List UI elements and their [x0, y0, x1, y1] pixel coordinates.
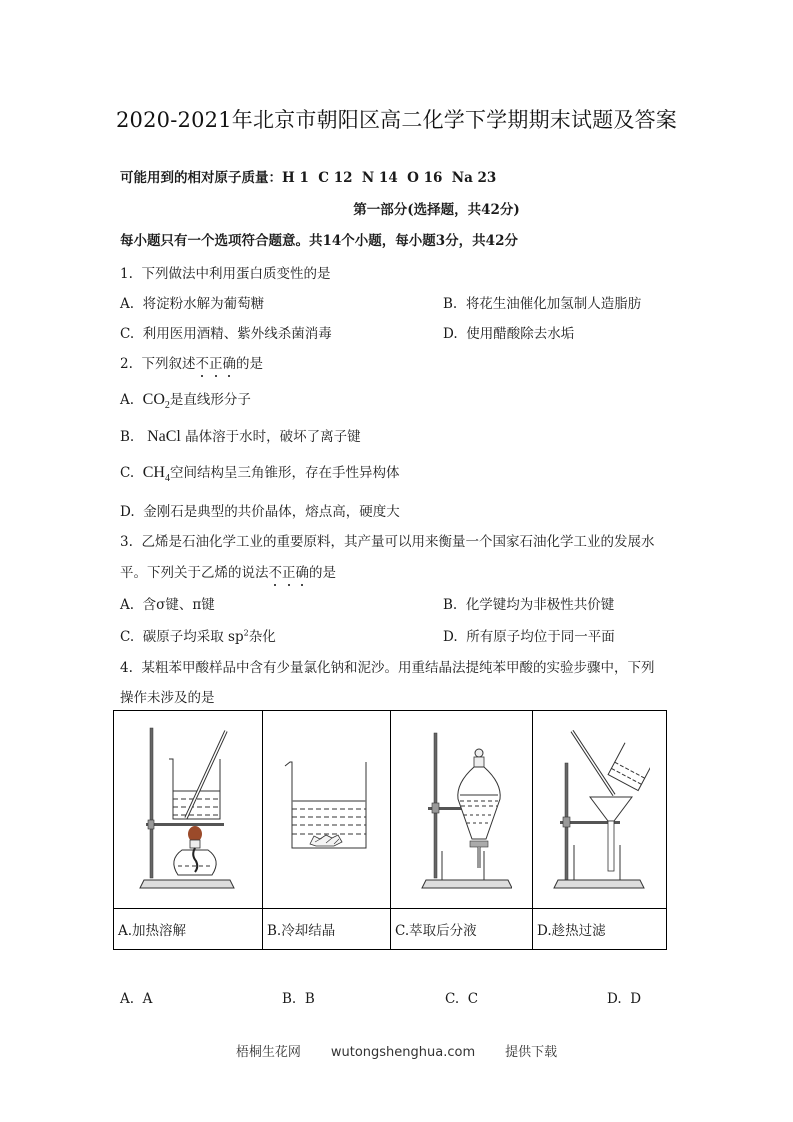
- figure-cell-d: [533, 711, 667, 909]
- question-2-option-d[interactable]: [120, 500, 400, 520]
- emphasis-char: 不: [195, 352, 209, 372]
- option-text: 利用医用酒精、紫外线杀菌消毒: [142, 326, 332, 342]
- document-title: 2020-2021年北京市朝阳区高二化学下学期期末试题及答案: [116, 108, 677, 132]
- emphasis-char: 确: [296, 561, 310, 581]
- question-text: 下列做法中利用蛋白质变性的是: [141, 266, 331, 282]
- question-2-stem: [120, 352, 263, 372]
- question-2-option-a[interactable]: [120, 388, 251, 411]
- question-4-stem-line-1: [120, 656, 654, 676]
- chemical-formula: NaCl: [147, 428, 181, 445]
- option-label: C.: [445, 991, 460, 1007]
- option-label: B.: [282, 991, 297, 1007]
- chemical-formula: $CO_2$: [142, 391, 170, 412]
- option-label: D.: [443, 326, 458, 342]
- heating-dissolution-apparatus-icon: [138, 723, 238, 893]
- atomic-masses-values: H 1 C 12 N 14 O 16 Na 23: [282, 170, 497, 186]
- emphasis-char: 正: [282, 561, 296, 581]
- footer-note: 提供下载: [505, 1045, 558, 1060]
- question-text: 下列叙述: [141, 356, 196, 372]
- option-label: B.: [120, 429, 135, 445]
- option-label: D.: [443, 629, 458, 645]
- question-4-option-d[interactable]: [607, 991, 641, 1007]
- option-text: 碳原子均采取 sp: [142, 629, 244, 645]
- option-label: B.: [443, 597, 458, 613]
- question-3-stem-line-2: [120, 561, 336, 581]
- option-label: C.: [120, 326, 135, 342]
- option-text: C: [467, 991, 479, 1007]
- question-1-option-b[interactable]: [443, 292, 641, 312]
- option-label: A.: [120, 392, 135, 408]
- option-text: 晶体溶于水时，破坏了离子键: [185, 429, 361, 445]
- cooling-crystallization-beaker-icon: [282, 758, 372, 858]
- question-3-stem-line-1: [120, 530, 654, 550]
- footer-site-name: 梧桐生花网: [235, 1045, 301, 1060]
- option-label: A.: [120, 296, 135, 312]
- figure-cell-a: [114, 711, 263, 909]
- option-label: B.: [443, 296, 458, 312]
- option-label: C.: [120, 629, 135, 645]
- separatory-funnel-apparatus-icon: [412, 723, 512, 893]
- figure-caption-b: B.冷却结晶: [263, 909, 391, 950]
- question-number: 3.: [120, 534, 133, 550]
- question-3-option-c[interactable]: [120, 625, 276, 645]
- figure-caption-a: A.加热溶解: [114, 909, 263, 950]
- experiment-figure-table: [113, 710, 667, 950]
- section-instruction: 每小题只有一个选项符合题意。共14个小题，每小题3分，共42分: [120, 233, 518, 249]
- option-label: D.: [607, 991, 622, 1007]
- question-4-stem-line-2: 操作未涉及的是: [120, 690, 215, 706]
- option-text: 将花生油催化加氢制人造脂肪: [465, 296, 642, 312]
- question-text: 某粗苯甲酸样品中含有少量氯化钠和泥沙。用重结晶法提纯苯甲酸的实验步骤中，下列: [141, 660, 655, 676]
- hot-filtration-apparatus-icon: [550, 723, 650, 893]
- emphasis-char: 确: [222, 352, 236, 372]
- question-3-option-d[interactable]: [443, 625, 615, 645]
- option-text: 含σ键、π键: [142, 597, 215, 613]
- option-text: B: [304, 991, 315, 1007]
- atomic-masses-label: 可能用到的相对原子质量：: [120, 170, 282, 186]
- option-text: D: [630, 991, 642, 1007]
- question-4-option-a[interactable]: [120, 991, 152, 1007]
- option-text: 所有原子均位于同一平面: [466, 629, 615, 645]
- emphasis-char: 正: [209, 352, 223, 372]
- option-text: 使用醋酸除去水垢: [466, 326, 575, 342]
- figure-caption-c: C.萃取后分液: [391, 909, 533, 950]
- question-2-option-c[interactable]: [120, 461, 399, 484]
- question-3-option-b[interactable]: [443, 593, 614, 613]
- question-text: 的是: [235, 356, 263, 372]
- question-text: 的是: [309, 565, 336, 581]
- option-text: 金刚石是典型的共价晶体，熔点高，硬度大: [143, 504, 400, 520]
- emphasis-char: 不: [269, 561, 283, 581]
- figure-caption-d: D.趁热过滤: [533, 909, 667, 950]
- option-label: A.: [120, 597, 135, 613]
- question-4-option-c[interactable]: [445, 991, 478, 1007]
- option-text: 杂化: [248, 629, 276, 645]
- question-text: 平。下列关于乙烯的说法: [120, 565, 269, 581]
- question-1-option-d[interactable]: [443, 322, 574, 342]
- question-text: 乙烯是石油化学工业的重要原料，其产量可以用来衡量一个国家石油化学工业的发展水: [141, 534, 655, 550]
- atomic-masses-line: [120, 166, 496, 186]
- option-text: 是直线形分子: [169, 392, 251, 408]
- question-1-option-a[interactable]: [120, 292, 264, 312]
- question-4-option-b[interactable]: [282, 991, 315, 1007]
- chemical-formula: $CH_4$: [142, 464, 170, 485]
- question-3-option-a[interactable]: [120, 593, 215, 613]
- question-number: 4.: [120, 660, 133, 676]
- option-text: A: [142, 991, 153, 1007]
- question-2-option-b[interactable]: [120, 425, 361, 446]
- question-1-stem: [120, 262, 330, 282]
- option-text: 化学键均为非极性共价键: [465, 597, 615, 613]
- option-label: D.: [120, 504, 135, 520]
- footer-url-link[interactable]: wutongshenghua.com: [330, 1045, 476, 1060]
- figure-cell-c: [391, 711, 533, 909]
- question-number: 1.: [120, 266, 133, 282]
- superscript: 2: [243, 628, 249, 638]
- question-1-option-c[interactable]: [120, 322, 332, 342]
- option-text: 空间结构呈三角锥形，存在手性异构体: [169, 465, 400, 481]
- section-title: 第一部分(选择题，共42分): [353, 202, 520, 218]
- option-label: C.: [120, 465, 135, 481]
- question-number: 2.: [120, 356, 133, 372]
- option-text: 将淀粉水解为葡萄糖: [142, 296, 265, 312]
- page-footer: [0, 1041, 793, 1060]
- figure-cell-b: [263, 711, 391, 909]
- option-label: A.: [120, 991, 135, 1007]
